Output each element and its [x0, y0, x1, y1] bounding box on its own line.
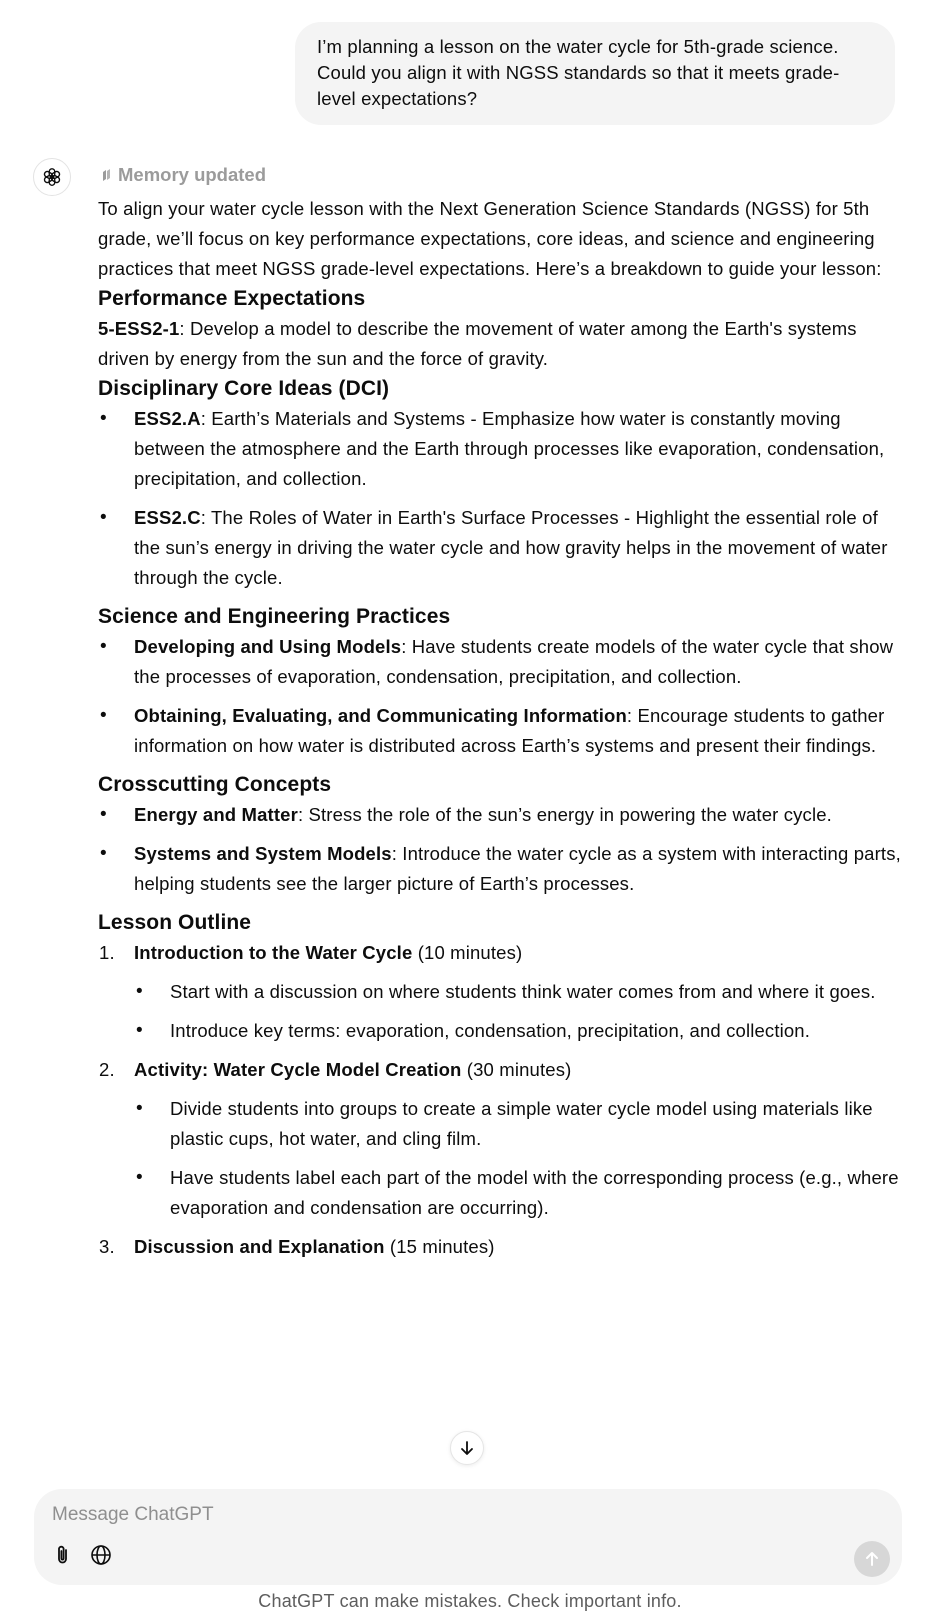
- assistant-response: [98, 194, 908, 1271]
- dci-term: ESS2.C: [134, 507, 201, 528]
- concept-term: Energy and Matter: [134, 804, 298, 825]
- list-item: [98, 839, 908, 899]
- openai-logo-icon: [41, 166, 63, 188]
- message-input[interactable]: [52, 1501, 832, 1529]
- practice-text: : Encourage students to gather information on how water is distributed across Earth’s systems and present their findings.: [134, 705, 885, 756]
- heading-dci: Disciplinary Core Ideas (DCI): [98, 377, 390, 400]
- list-item: [98, 701, 908, 761]
- step-duration: (30 minutes): [461, 1059, 572, 1080]
- list-item: • Introduce key terms: evaporation, condensation, precipitation, and collection.: [134, 1016, 908, 1046]
- list-item: [98, 800, 908, 830]
- heading-performance-expectations: Performance Expectations: [98, 287, 366, 310]
- list-item: • Have students label each part of the model with the corresponding process (e.g., where evaporation and condensation are occurring).: [134, 1163, 908, 1223]
- send-button[interactable]: [854, 1541, 890, 1577]
- list-item: [98, 632, 908, 692]
- list-item: • Divide students into groups to create a simple water cycle model using materials like plastic cups, hot water, and cling film.: [134, 1094, 908, 1154]
- step-number: 2.: [99, 1059, 115, 1080]
- step-duration: (10 minutes): [412, 942, 523, 963]
- globe-icon: [90, 1544, 112, 1566]
- response-intro: To align your water cycle lesson with the Next Generation Science Standards (NGSS) for 5th grade, we’ll focus on key performance expectations, core ideas, and science and engineering practices that meet NGSS grade-level expectations. Here’s a breakdown to guide your lesson:: [98, 198, 882, 279]
- list-item: [98, 503, 908, 593]
- concept-text: : Introduce the water cycle as a system with interacting parts, helping students see the larger picture of Earth’s processes.: [134, 843, 901, 894]
- outline-step: [98, 938, 908, 1046]
- outline-step: [98, 1232, 908, 1262]
- dci-text: : Earth’s Materials and Systems - Emphasize how water is constantly moving between the atmosphere and the Earth through processes like evaporation, condensation, precipitation, and collection.: [134, 408, 885, 489]
- message-composer: [34, 1489, 902, 1585]
- assistant-avatar: [33, 158, 71, 196]
- step-duration: (15 minutes): [384, 1236, 495, 1257]
- dci-text: : The Roles of Water in Earth's Surface Processes - Highlight the essential role of the sun’s energy in driving the water cycle and how gravity helps in the movement of water through the cycle.: [134, 507, 888, 588]
- list-item: [98, 404, 908, 494]
- performance-code: 5-ESS2-1: [98, 318, 180, 339]
- memory-updated-label: Memory updated: [118, 164, 267, 185]
- memory-updated-indicator[interactable]: [100, 162, 266, 188]
- dci-term: ESS2.A: [134, 408, 201, 429]
- practice-term: Obtaining, Evaluating, and Communicating Information: [134, 705, 627, 726]
- practice-term: Developing and Using Models: [134, 636, 402, 657]
- heading-lesson-outline: Lesson Outline: [98, 911, 252, 934]
- step-title: Activity: Water Cycle Model Creation: [134, 1059, 462, 1080]
- dci-list: [98, 404, 908, 593]
- step-number: 1.: [99, 942, 115, 963]
- paperclip-icon: [53, 1544, 73, 1566]
- user-message-bubble: [295, 22, 895, 125]
- disclaimer-text: ChatGPT can make mistakes. Check important info.: [258, 1591, 682, 1611]
- list-item: • Start with a discussion on where students think water comes from and where it goes.: [134, 977, 908, 1007]
- step-title: Discussion and Explanation: [134, 1236, 385, 1257]
- lesson-outline-list: [98, 938, 908, 1262]
- heading-practices: Science and Engineering Practices: [98, 605, 451, 628]
- step-title: Introduction to the Water Cycle: [134, 942, 413, 963]
- web-search-button[interactable]: [87, 1541, 115, 1569]
- step-bullets: [134, 1094, 908, 1223]
- user-message-text: I’m planning a lesson on the water cycle for 5th-grade science. Could you align it with NGSS standards so that it meets grade-level expectations?: [317, 36, 840, 109]
- heading-crosscutting: Crosscutting Concepts: [98, 773, 332, 796]
- arrow-up-icon: [864, 1551, 880, 1567]
- performance-expectation: [98, 314, 908, 374]
- performance-text: : Develop a model to describe the movement of water among the Earth's systems driven by energy from the sun and the force of gravity.: [98, 318, 857, 369]
- step-bullets: [134, 977, 908, 1046]
- outline-step: [98, 1055, 908, 1223]
- concept-term: Systems and System Models: [134, 843, 392, 864]
- arrow-down-icon: [459, 1440, 475, 1456]
- step-number: 3.: [99, 1236, 115, 1257]
- concept-text: : Stress the role of the sun’s energy in powering the water cycle.: [297, 804, 832, 825]
- scroll-to-bottom-button[interactable]: [450, 1431, 484, 1465]
- practices-list: [98, 632, 908, 761]
- attach-button[interactable]: [49, 1541, 77, 1569]
- crosscutting-list: [98, 800, 908, 899]
- memory-icon: [100, 168, 113, 183]
- practice-text: : Have students create models of the water cycle that show the processes of evaporation, condensation, precipitation, and collection.: [134, 636, 894, 687]
